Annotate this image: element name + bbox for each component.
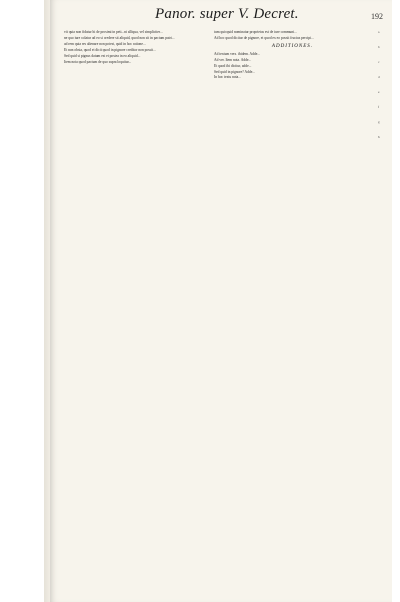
addition-paragraph: Ad textum vers. ibidem. Adde...	[214, 51, 261, 56]
additions-heading: ADDITIONES.	[271, 43, 314, 49]
running-title: Panor. super V. Decret.	[155, 6, 299, 22]
right-text-column	[210, 30, 375, 590]
addition-paragraph: Ad ver. Item nota. Adde...	[214, 57, 252, 62]
margin-note: e	[378, 90, 380, 94]
left-paragraph: Sed quid si pignus datum est et postea in eo aliquid...	[64, 53, 141, 58]
margin-note: g	[378, 120, 380, 124]
left-text-column	[60, 30, 210, 590]
right-intro-paragraph: tum quicquid nominatur proprietas est de iure communi...	[214, 30, 297, 34]
addition-paragraph: Et quod ibi dicitur, adde...	[214, 63, 252, 68]
addition-paragraph: In hoc textu nota...	[214, 75, 241, 80]
margin-note: b	[378, 45, 380, 49]
folio-number: 192	[371, 12, 383, 21]
margin-note: h	[378, 135, 380, 139]
margin-note: c	[378, 60, 380, 64]
right-intro-paragraph: Ad hoc quod dicitur de pignore, et quod ex eo possit fructus percipi...	[214, 35, 314, 40]
left-paragraph: Item nota quod pactum de quo supra loquitur...	[64, 59, 132, 64]
left-paragraph: ad rem quia res alienare non potest, quid in hoc ratione...	[64, 41, 146, 46]
addition-paragraph: Sed quid in pignore? Adde...	[214, 69, 256, 74]
marginal-notes	[378, 30, 392, 590]
margin-note: d	[378, 75, 380, 79]
margin-note: a	[378, 30, 380, 34]
page-header	[155, 4, 385, 26]
margin-note: f	[378, 105, 380, 109]
left-paragraph: vit quia non fidatur hi de prosimi in peti...ni alliqua, vel simpliciter...	[64, 30, 163, 34]
left-paragraph: Et non obsta, quod ei dicit quod in pignore creditor non possit...	[64, 47, 156, 52]
left-paragraph: ne quo iure colatur ad eo si credere sit aliquid, quod non sit in pactum patri...	[64, 35, 175, 40]
